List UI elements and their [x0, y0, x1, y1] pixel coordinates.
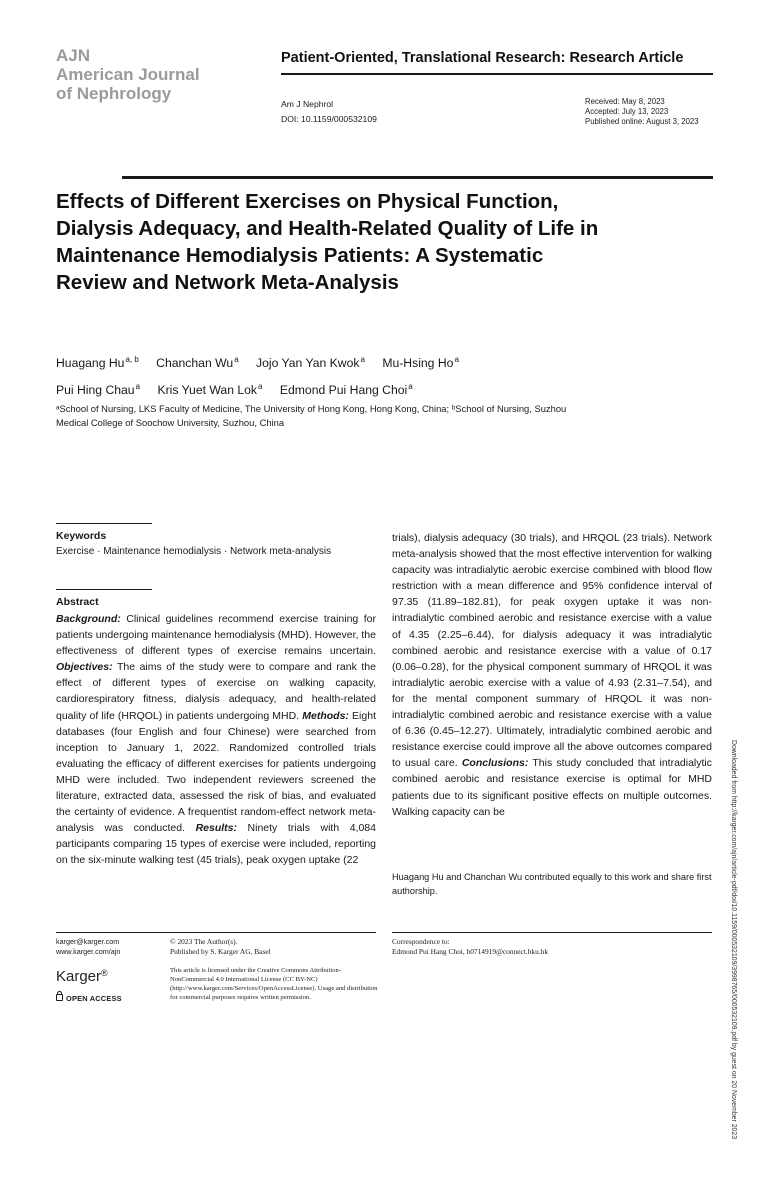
- author: Mu-Hsing Ho$^a$: [382, 355, 459, 371]
- keywords-heading: Keywords: [56, 530, 107, 542]
- article-type: Patient-Oriented, Translational Research: Research Article: [281, 50, 684, 66]
- footer-email[interactable]: karger@karger.com: [56, 937, 120, 946]
- open-access-badge: OPEN ACCESS: [56, 994, 122, 1003]
- correspondence: [392, 937, 548, 957]
- journal-logo-abbrev: AJN: [56, 46, 91, 65]
- author-list: [56, 348, 696, 402]
- journal-abbrev: Am J Nephrol: [281, 99, 334, 109]
- copyright-line: © 2023 The Author(s).: [170, 937, 238, 946]
- methods-label: Methods:: [302, 709, 349, 722]
- author: Huagang Hu$^{a, b}$: [56, 355, 139, 371]
- abstract-heading: Abstract: [56, 596, 99, 608]
- results-text: Ninety trials with 4,084 participants comparing 15 types of exercise were included, reporting on the six-minute walking test (45 trials), peak oxygen uptake (22: [56, 822, 376, 867]
- author: Jojo Yan Yan Kwok$^a$: [256, 355, 365, 371]
- objectives-text: The aims of the study were to compare and rank the effect of different types of exercise on walking capacity, cardiorespiratory fitness, dialysis adequacy, and health-related quality of life (HRQOL) in patients undergoing MHD.: [56, 661, 376, 722]
- author: Kris Yuet Wan Lok$^a$: [157, 382, 263, 398]
- published-date: Published online: August 3, 2023: [585, 117, 699, 126]
- author: Pui Hing Chau$^a$: [56, 382, 141, 398]
- open-lock-icon: [56, 994, 63, 1001]
- journal-logo: [56, 46, 200, 103]
- footer-rule-left: [56, 932, 376, 933]
- article-title: Effects of Different Exercises on Physical Function, Dialysis Adequacy, and Health-Related Quality of Life in Maintenance Hemodialysis Patients: A Systematic Review and Network Meta-Analysis: [56, 190, 599, 294]
- affiliations: ᵃSchool of Nursing, LKS Faculty of Medicine, The University of Hong Kong, Hong Kong, China; ᵇSchool of Nursing, Suzhou Medical College of Soochow University, Suzhou, China: [56, 403, 567, 428]
- conclusions-text: This study concluded that intradialytic combined aerobic and resistance exercise is optimal for MHD patients due to its significant positive effects on multiple outcomes. Walking capacity can be: [392, 757, 713, 818]
- results-label: Results:: [195, 822, 237, 835]
- license-note: This article is licensed under the Creative Commons Attribution-NonCommercial 4.0 International License (CC BY-NC) (http://www.karger.com/Services/OpenAccessLicense). Usage and distribution for commercial purposes requires written permission.: [170, 967, 378, 1001]
- correspondence-contact[interactable]: Edmond Pui Hang Choi, h0714919@connect.hku.hk: [392, 947, 549, 956]
- results-continued-text: trials), dialysis adequacy (30 trials), and HRQOL (23 trials). Network meta-analysis showed that the most effective intervention for walking capacity was intradialytic aerobic exercise combined with blood flow restriction with a mean difference and 95% confidence interval of 97.35 (11.89–182.81), for peak oxygen uptake it was non-intradialytic combined aerobic and resistance exercise with a value of 4.35 (2.25–6.44), for dialysis adequacy it was intradialytic combined aerobic and resistance exercise with a value of 0.17 (0.06–0.28), for the physical component summary of HRQOL it was intradialytic aerobic exercise with a value of 4.93 (2.31–7.54), and for the mental component summary of HRQOL it was non-intradialytic combined aerobic and resistance exercise with a value of 6.36 (0.45–12.27). Ultimately, intradialytic combined aerobic and resistance exercise could improve all the above outcomes compared to usual care.: [392, 532, 712, 770]
- keywords-list: Exercise · Maintenance hemodialysis · Network meta-analysis: [56, 546, 332, 557]
- header-rule: [281, 73, 713, 75]
- doi[interactable]: DOI: 10.1159/000532109: [281, 114, 377, 124]
- journal-logo-line: of Nephrology: [56, 84, 172, 103]
- karger-logo: Karger®: [56, 968, 108, 985]
- background-text: Clinical guidelines recommend exercise training for patients undergoing maintenance hemodialysis (MHD). However, the effectiveness of different types of exercise remains uncertain.: [56, 613, 376, 658]
- conclusions-label: Conclusions:: [461, 757, 529, 770]
- accepted-date: Accepted: July 13, 2023: [585, 107, 669, 116]
- journal-logo-line: American Journal: [56, 65, 200, 84]
- title-rule: [122, 176, 713, 179]
- footer-rule-right: [392, 932, 712, 933]
- background-label: Background:: [56, 613, 121, 625]
- contribution-note: Huagang Hu and Chanchan Wu contributed equally to this work and share first authorship.: [392, 872, 712, 896]
- author: Edmond Pui Hang Choi$^a$: [279, 382, 413, 398]
- footer-contact: [56, 937, 120, 957]
- footer-website[interactable]: www.karger.com/ajn: [56, 947, 121, 956]
- publisher-line: Published by S. Karger AG, Basel: [170, 947, 271, 956]
- abstract-right-column: [392, 530, 712, 820]
- dates-meta: [585, 97, 699, 127]
- keywords-rule: [56, 523, 152, 524]
- objectives-label: Objectives:: [56, 661, 113, 674]
- footer-copyright: [170, 937, 271, 957]
- download-note: Downloaded from http://karger.com/ajn/article-pdf/doi/10.1159/000532109/3998765/000532109.pdf by guest on 20 November 2023: [730, 740, 737, 1140]
- author: Chanchan Wu$^a$: [156, 355, 239, 371]
- correspondence-label: Correspondence to:: [392, 937, 450, 946]
- abstract-rule: [56, 589, 152, 590]
- abstract-left-column: [56, 611, 376, 869]
- received-date: Received: May 8, 2023: [585, 97, 665, 106]
- citation-meta: [281, 97, 377, 127]
- methods-text: Eight databases (four English and four Chinese) were searched from inception to January 1, 2022. Randomized controlled trials evaluating the efficacy of different exercises for patients undergoing MHD were included. Two independent reviewers screened the literature, extracted data, assessed the risk of bias, and evaluated the certainty of evidence. A frequentist random-effect network meta-analysis was conducted.: [56, 709, 376, 835]
